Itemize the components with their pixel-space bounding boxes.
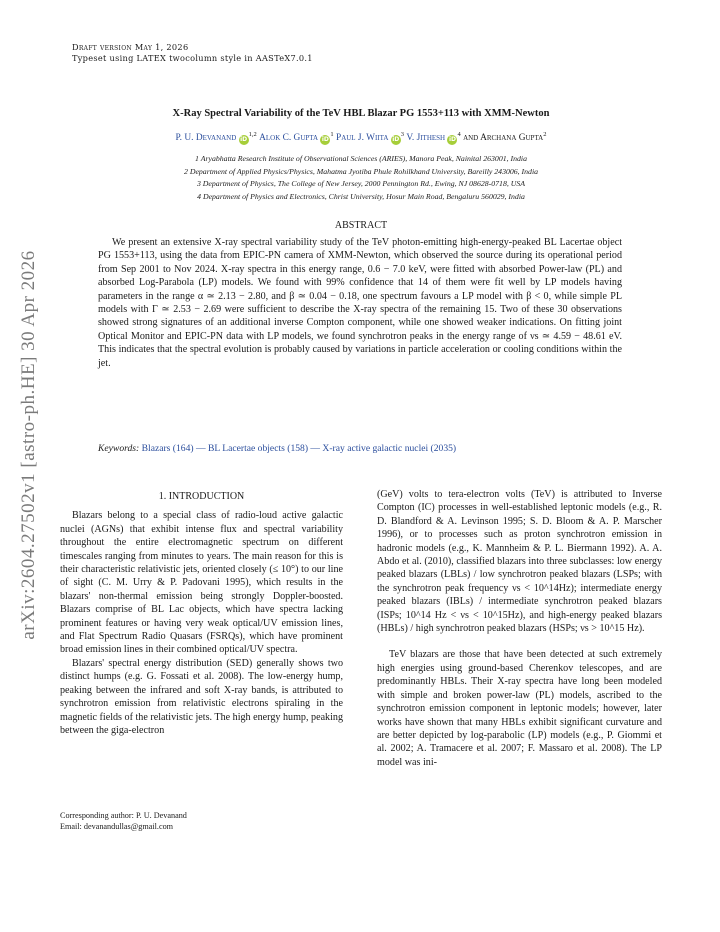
affiliation-line: 4 Department of Physics and Electronics, Christ University, Hosur Main Road, Bengaluru 560029, India [197, 191, 525, 201]
affiliation-line: 2 Department of Applied Physics/Physics, Mahatma Jyotiba Phule Rohilkhand University, Bareilly 243006, India [183, 166, 539, 176]
author-name[interactable]: Paul J. Wiita [335, 133, 389, 144]
author-affiliation-mark: 3 [400, 131, 404, 138]
abstract-heading: ABSTRACT [334, 220, 388, 231]
author-name[interactable]: Archana Gupta [480, 133, 544, 144]
arxiv-id: arXiv:2604.27502v1 [astro-ph.HE] 30 Apr 2026 [18, 250, 39, 640]
intro-paragraph-1: Blazars belong to a special class of radio-loud active galactic nuclei (AGNs) that exhibit intense flux and spectral variability throughout the entire electromagnetic spectrum on different timescales ranging from minutes to years. The main reason for this is their characteristic relativistic jets, oriented closely (≤ 10°) to our line of sight (C. M. Urry & P. Padovani 1995), which results in the blazars' non-thermal emission being strongly Doppler-boosted. Blazars comprise of BL Lac objects, which have spectra lacking prominent features or having very weak optical/UV emission lines, and Flat Spectrum Radio Quasars (FSRQs), which have prominent broad emission lines in their combined optical/UV spectra. [60, 510, 343, 656]
paper-title: X-Ray Spectral Variability of the TeV HBL Blazar PG 1553+113 with XMM-Newton [172, 108, 550, 119]
keywords [98, 443, 622, 454]
left-column [60, 490, 343, 737]
corresponding-name: Corresponding author: P. U. Devanand [60, 811, 187, 820]
right-column [377, 488, 662, 769]
draft-header [72, 42, 313, 64]
orcid-icon[interactable]: iD [321, 136, 329, 144]
orcid-icon[interactable]: iD [240, 136, 248, 144]
author-name[interactable]: P. U. Devanand [175, 133, 237, 144]
draft-version: Draft version May 1, 2026 [72, 42, 189, 52]
author-name[interactable]: Alok C. Gupta [259, 133, 319, 144]
author-name[interactable]: V. Jithesh [406, 133, 446, 144]
corresponding-email[interactable]: Email: devanandullas@gmail.com [60, 822, 174, 831]
intro-paragraph-2: Blazars' spectral energy distribution (SED) generally shows two distinct humps (e.g. G. Fossati et al. 2008). The low-energy hump, peaking between the infrared and soft X-ray bands, is attributed to synchrotron emission from relativistic electrons spiraling in the magnetic fields of the relativistic jets. The high energy hump, peaking between the giga-electron [60, 657, 343, 736]
author-affiliation-mark: 4 [457, 131, 461, 138]
author-list [72, 131, 650, 145]
intro-paragraph-4: TeV blazars are those that have been detected at such extremely high energies using ground-based Cherenkov telescopes, and are predominantly HBLs. Their X-ray spectra have long been modeled with simple and broken power-law (PL) models, ascribed to the synchrotron emission component in leptonic models; however, later works have shown that many HBLs exhibit significant curvature and are better depicted by log-parabolic (LP) models (e.g., P. Giommi et al. 2002; A. Tramacere et al. 2007; F. Massaro et al. 2008). The LP model was ini- [377, 649, 662, 768]
keywords-label: Keywords: [98, 443, 140, 454]
typeset-note: Typeset using LATEX twocolumn style in AASTeX7.0.1 [72, 53, 313, 63]
arxiv-stamp [4, 240, 54, 650]
orcid-icon[interactable]: iD [392, 136, 400, 144]
author-and: and [460, 133, 481, 144]
keywords-list[interactable]: Blazars (164) — BL Lacertae objects (158) — X-ray active galactic nuclei (2035) [141, 443, 457, 454]
orcid-icon[interactable]: iD [448, 136, 456, 144]
corresponding-author [60, 810, 343, 832]
intro-paragraph-3: (GeV) volts to tera-electron volts (TeV) is attributed to Inverse Compton (IC) processes in well-established leptonic models (e.g., R. D. Blandford & A. Levinson 1995; S. D. Bloom & A. P. Marscher 1996), or to processes such as proton synchrotron emission in hadronic models (e.g., K. Mannheim & P. L. Biermann 1992). A. A. Abdo et al. (2010), classified blazars into three subclasses: low energy peaked blazars (LBLs) / low synchrotron peaked blazars (LSPs; with the synchrotron peak frequency νs < 10^14Hz); intermediate energy peaked blazars (IBLs) / intermediate synchrotron peaked blazars (ISPs; 10^14 Hz < νs < 10^15Hz), and high-energy peaked blazars (HBLs) / high synchrotron peaked blazars (HSPs; νs > 10^15 Hz). [377, 489, 662, 635]
author-affiliation-mark: 1 [330, 131, 334, 138]
section-title: 1. INTRODUCTION [158, 491, 245, 502]
affiliation-line: 3 Department of Physics, The College of New Jersey, 2000 Pennington Rd., Ewing, NJ 08628-0718, USA [196, 179, 526, 188]
affiliation-line: 1 Aryabhatta Research Institute of Observational Sciences (ARIES), Manora Peak, Nainital 263001, India [195, 154, 527, 163]
author-affiliation-mark: 1,2 [248, 131, 257, 138]
author-affiliation-mark: 2 [543, 131, 547, 138]
abstract-text: We present an extensive X-ray spectral variability study of the TeV photon-emitting high-energy-peaked BL Lacertae object PG 1553+113, using the data from EPIC-PN camera of XMM-Newton, which observed the source during its operational period from Sep 2001 to Nov 2024. X-ray spectra in this energy range, 0.6 − 7.0 keV, were fitted with absorbed Power-law (PL) and absorbed Log-Parabola (LP) models. We found with 99% confidence that 14 of them were fit well by LP models having parameters in the range α ≃ 2.13 − 2.80, and β ≃ 0.04 − 0.18, one spectrum favours a LP model with β < 0, while simple PL models with Γ ≃ 2.53 − 2.69 were sufficient to describe the X-ray spectra of the remaining 15. Two of these 30 observations showed strong signatures of an additional inverse Compton component, while one showed weaker indications. On fitting joint Optical Monitor and EPIC-PN data with LP models, we found synchrotron peaks in the energy range of νs ≃ 4.59 − 48.61 eV. This indicates that the spectral evolution is probably caused by variations in particle acceleration or cooling conditions within the jet. [98, 237, 622, 369]
